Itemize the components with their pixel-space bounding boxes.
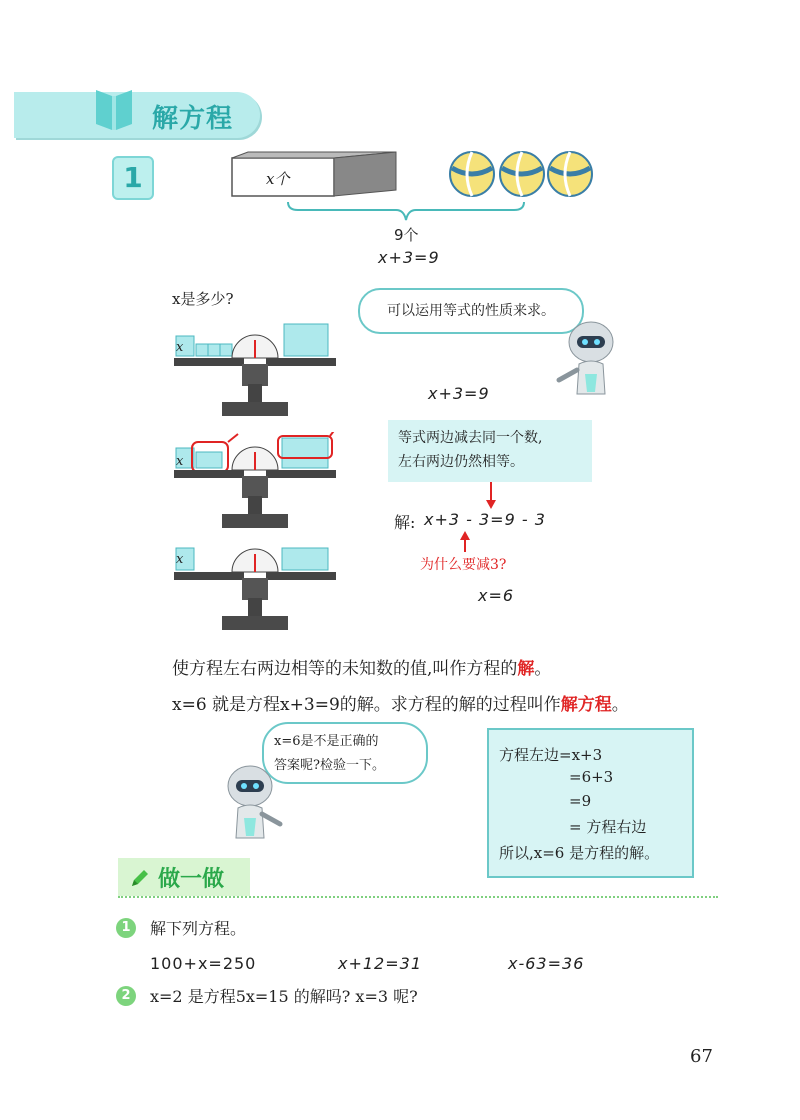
volleyball-icon xyxy=(548,152,592,196)
balance-scale-2 xyxy=(170,432,340,532)
balance-scale-1 xyxy=(170,322,340,422)
robot-icon xyxy=(214,762,286,840)
arrow-down-icon xyxy=(484,482,498,510)
question-text: x是多少? xyxy=(172,290,234,308)
practice-divider xyxy=(118,896,718,898)
box-label: x个 xyxy=(266,170,290,188)
property-note xyxy=(388,420,592,482)
x-label-3: x xyxy=(176,552,184,567)
speech-bubble-check xyxy=(262,722,428,784)
volleyball-icon xyxy=(500,152,544,196)
example-number: 1 xyxy=(112,156,154,200)
bubble-line: 答案呢?检验一下。 xyxy=(274,758,385,773)
definition-2: x=6 就是方程x+3=9的解。求方程的解的过程叫作解方程。 xyxy=(172,695,629,715)
book-icon xyxy=(92,82,136,134)
box-illustration xyxy=(228,150,400,202)
volleyballs-illustration xyxy=(448,150,598,200)
pencil-icon xyxy=(128,866,152,890)
x-label-2: x xyxy=(176,454,184,469)
check-line: =9 xyxy=(569,792,592,810)
q1-equation: 100+x=250 xyxy=(150,954,257,973)
note-line: 左右两边仍然相等。 xyxy=(398,454,524,470)
q1-equation: x+12=31 xyxy=(338,954,422,973)
definition-1: 使方程左右两边相等的未知数的值,叫作方程的解。 xyxy=(172,659,552,679)
verification-box xyxy=(487,728,694,878)
q2-text: x=2 是方程5x=15 的解吗? x=3 呢? xyxy=(150,987,418,1006)
brace xyxy=(286,200,526,222)
check-line: = 方程右边 xyxy=(569,818,647,836)
bubble-line: x=6是不是正确的 xyxy=(274,734,379,749)
check-line: =6+3 xyxy=(569,768,614,786)
term-solving-equation: 解方程 xyxy=(560,695,612,715)
note-line: 等式两边减去同一个数, xyxy=(398,430,543,446)
page-number: 67 xyxy=(690,1046,713,1067)
x-label-1: x xyxy=(176,340,184,355)
step-equation: x+3=9 xyxy=(428,384,490,403)
speech-bubble: 可以运用等式的性质来求。 xyxy=(358,288,584,334)
solution-equation: x+3 - 3=9 - 3 xyxy=(424,510,546,529)
check-line: 所以,x=6 是方程的解。 xyxy=(499,844,660,862)
brace-label: 9个 xyxy=(394,226,419,244)
robot-icon xyxy=(555,318,627,396)
main-equation: x+3=9 xyxy=(378,248,440,267)
question-number-2: 2 xyxy=(116,986,136,1006)
why-question: 为什么要减3? xyxy=(420,557,507,573)
page-title: 解方程 xyxy=(152,104,234,134)
balance-scale-3 xyxy=(170,540,340,634)
q1-text: 解下列方程。 xyxy=(150,919,247,938)
volleyball-icon xyxy=(450,152,494,196)
arrow-up-icon xyxy=(458,530,472,552)
check-line: 方程左边=x+3 xyxy=(499,746,603,764)
answer: x=6 xyxy=(478,586,515,605)
term-solution: 解 xyxy=(517,659,535,679)
practice-title: 做一做 xyxy=(158,867,225,892)
question-number-1: 1 xyxy=(116,918,136,938)
q1-equation: x-63=36 xyxy=(508,954,585,973)
solution-prefix: 解: xyxy=(394,513,416,532)
